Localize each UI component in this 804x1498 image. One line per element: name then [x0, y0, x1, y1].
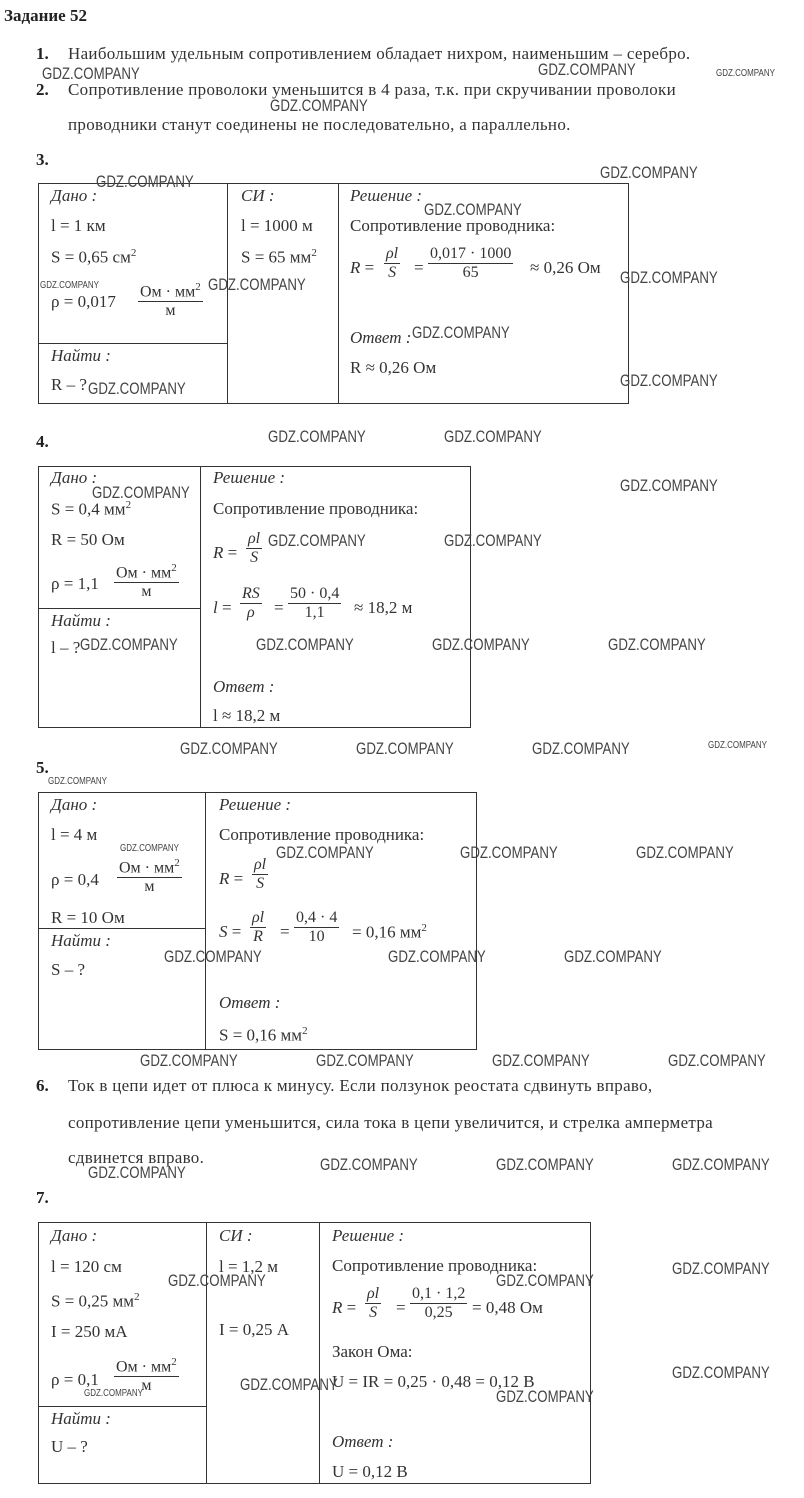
watermark: GDZ.COMPANY: [424, 200, 522, 219]
watermark: GDZ.COMPANY: [620, 476, 718, 495]
given-value: I = 250 мА: [51, 1322, 128, 1341]
formula-fraction: $\frac{\rho l}{S}$: [367, 1285, 380, 1321]
watermark: GDZ.COMPANY: [444, 427, 542, 446]
watermark: GDZ.COMPANY: [620, 268, 718, 287]
watermark: GDZ.COMPANY: [208, 275, 306, 294]
unit-fraction: Ом · $мм^2$ м: [119, 857, 180, 896]
unit-fraction: Ом · $мм^2$ м: [116, 1356, 177, 1395]
item-text: сопротивление цепи уменьшится, сила тока в цепи увеличится, и стрелка амперметра: [68, 1113, 713, 1132]
si-label: СИ :: [241, 186, 275, 205]
solution-label: Решение :: [332, 1226, 405, 1245]
given-value: S = 0,4 $мм^2$: [51, 499, 132, 519]
solution-label: Решение :: [219, 795, 292, 814]
watermark: GDZ.COMPANY: [432, 635, 530, 654]
unit-fraction: Ом · $мм^2$ м: [140, 281, 201, 320]
item-text: Сопротивление проволоки уменьшится в 4 раза, т.к. при скручивании проволоки: [68, 80, 676, 99]
formula-result: ≈ 0,26 Ом: [530, 258, 601, 277]
watermark: GDZ.COMPANY: [672, 1259, 770, 1278]
formula: l =: [213, 598, 232, 617]
watermark: GDZ.COMPANY: [96, 172, 194, 191]
answer-label: Ответ :: [213, 677, 275, 696]
find-label: Найти :: [51, 1409, 111, 1428]
watermark: GDZ.COMPANY: [538, 60, 636, 79]
watermark: GDZ.COMPANY: [716, 68, 775, 79]
given-value: ρ = 0,017: [51, 292, 116, 311]
answer-value: l ≈ 18,2 м: [213, 706, 281, 725]
watermark: GDZ.COMPANY: [496, 1271, 594, 1290]
formula-result: ≈ 18,2 м: [354, 598, 413, 617]
formula: R =: [332, 1298, 357, 1317]
watermark: GDZ.COMPANY: [84, 1388, 143, 1399]
watermark: GDZ.COMPANY: [320, 1155, 418, 1174]
watermark: GDZ.COMPANY: [88, 1163, 186, 1182]
watermark: GDZ.COMPANY: [388, 947, 486, 966]
item-text: Наибольшим удельным сопротивлением обладает нихром, наименьшим – серебро.: [68, 44, 691, 63]
si-value: I = 0,25 А: [219, 1320, 290, 1339]
solution-text: Сопротивление проводника:: [219, 825, 425, 844]
given-value: S = 0,65 $см^2$: [51, 247, 137, 267]
formula-fraction: $\frac{0,4 \cdot 4}{10}$: [296, 909, 338, 945]
formula: R =: [350, 258, 375, 277]
watermark: GDZ.COMPANY: [460, 843, 558, 862]
watermark: GDZ.COMPANY: [600, 163, 698, 182]
formula-result: = 0,48 Ом: [472, 1298, 543, 1317]
find-value: R – ?: [51, 375, 87, 394]
given-label: Дано :: [51, 186, 98, 205]
watermark: GDZ.COMPANY: [444, 531, 542, 550]
watermark: GDZ.COMPANY: [276, 843, 374, 862]
watermark: GDZ.COMPANY: [270, 96, 368, 115]
given-value: l = 4 м: [51, 825, 98, 844]
watermark: GDZ.COMPANY: [240, 1375, 338, 1394]
watermark: GDZ.COMPANY: [40, 280, 99, 291]
solution-label: Решение :: [213, 468, 286, 487]
formula: U = IR = 0,25 · 0,48 = 0,12 В: [332, 1372, 535, 1391]
item-number: 1.: [36, 44, 49, 63]
watermark: GDZ.COMPANY: [496, 1387, 594, 1406]
watermark: GDZ.COMPANY: [120, 843, 179, 854]
answer-value: R ≈ 0,26 Ом: [350, 358, 437, 377]
given-value: l = 120 см: [51, 1257, 122, 1276]
formula-fraction: $\frac{\rho l}{S}$: [254, 856, 267, 892]
formula: S =: [219, 922, 242, 941]
find-label: Найти :: [51, 346, 111, 365]
given-value: S = 0,25 $мм^2$: [51, 1291, 140, 1311]
watermark: GDZ.COMPANY: [668, 1051, 766, 1070]
page-title: Задание 52: [4, 6, 87, 25]
answer-value: U = 0,12 В: [332, 1462, 408, 1481]
watermark: GDZ.COMPANY: [164, 947, 262, 966]
si-label: СИ :: [219, 1226, 253, 1245]
unit-fraction: Ом · $мм^2$ м: [116, 562, 177, 601]
item-number: 3.: [36, 150, 49, 169]
given-value: R = 10 Ом: [51, 908, 125, 927]
answer-label: Ответ :: [350, 328, 412, 347]
watermark: GDZ.COMPANY: [356, 739, 454, 758]
watermark: GDZ.COMPANY: [708, 740, 767, 751]
watermark: GDZ.COMPANY: [88, 379, 186, 398]
si-value: S = 65 $мм^2$: [241, 247, 317, 267]
find-value: l – ?: [51, 638, 81, 657]
watermark: GDZ.COMPANY: [672, 1363, 770, 1382]
item-number: 4.: [36, 432, 49, 451]
solution-text: Сопротивление проводника:: [350, 216, 556, 235]
watermark: GDZ.COMPANY: [140, 1051, 238, 1070]
watermark: GDZ.COMPANY: [92, 483, 190, 502]
solution-label: Решение :: [350, 186, 423, 205]
watermark: GDZ.COMPANY: [636, 843, 734, 862]
given-value: R = 50 Ом: [51, 530, 125, 549]
find-value: U – ?: [51, 1437, 88, 1456]
solution-text: Закон Ома:: [332, 1342, 413, 1361]
solution-text: Сопротивление проводника:: [213, 499, 419, 518]
item-text: сдвинется вправо.: [68, 1148, 205, 1167]
item-number: 2.: [36, 80, 49, 99]
watermark: GDZ.COMPANY: [268, 531, 366, 550]
given-value: ρ = 0,1: [51, 1370, 99, 1389]
item-text: Ток в цепи идет от плюса к минусу. Если ползунок реостата сдвинуть вправо,: [68, 1076, 653, 1095]
si-value: l = 1,2 м: [219, 1257, 279, 1276]
answer-label: Ответ :: [219, 993, 281, 1012]
formula-fraction: $\frac{0,1 \cdot 1,2}{0,25}$: [412, 1285, 466, 1321]
item-number: 5.: [36, 758, 49, 777]
item-text: проводники станут соединены не последовательно, а параллельно.: [68, 115, 571, 134]
watermark: GDZ.COMPANY: [316, 1051, 414, 1070]
watermark: GDZ.COMPANY: [256, 635, 354, 654]
watermark: GDZ.COMPANY: [180, 739, 278, 758]
si-value: l = 1000 м: [241, 216, 313, 235]
given-label: Дано :: [51, 468, 98, 487]
formula-result: = 0,16 $мм^2$: [352, 922, 427, 942]
formula: R =: [219, 869, 244, 888]
watermark: GDZ.COMPANY: [80, 635, 178, 654]
formula-fraction: $\frac{50 \cdot 0,4}{1,1}$: [290, 585, 340, 621]
watermark: GDZ.COMPANY: [564, 947, 662, 966]
formula-fraction: $\frac{\rho l}{S}$: [386, 245, 399, 281]
watermark: GDZ.COMPANY: [168, 1271, 266, 1290]
watermark: GDZ.COMPANY: [48, 776, 107, 787]
formula: R =: [213, 543, 238, 562]
given-value: l = 1 км: [51, 216, 106, 235]
item-number: 6.: [36, 1076, 49, 1095]
formula-fraction: $\frac{\rho l}{S}$: [248, 530, 261, 566]
watermark: GDZ.COMPANY: [620, 371, 718, 390]
watermark: GDZ.COMPANY: [672, 1155, 770, 1174]
formula-fraction: $\frac{\rho l}{R}$: [252, 909, 265, 945]
watermark: GDZ.COMPANY: [492, 1051, 590, 1070]
find-label: Найти :: [51, 931, 111, 950]
find-label: Найти :: [51, 611, 111, 630]
answer-label: Ответ :: [332, 1432, 394, 1451]
given-label: Дано :: [51, 795, 98, 814]
formula-fraction: $\frac{0,017 \cdot 1000}{65}$: [430, 245, 512, 281]
formula-fraction: $\frac{RS}{\rho}$: [242, 585, 260, 621]
watermark: GDZ.COMPANY: [412, 323, 510, 342]
given-value: ρ = 1,1: [51, 574, 99, 593]
watermark: GDZ.COMPANY: [608, 635, 706, 654]
solution-text: Сопротивление проводника:: [332, 1256, 538, 1275]
watermark: GDZ.COMPANY: [496, 1155, 594, 1174]
watermark: GDZ.COMPANY: [532, 739, 630, 758]
find-value: S – ?: [51, 960, 85, 979]
answer-value: S = 0,16 $мм^2$: [219, 1025, 308, 1045]
given-label: Дано :: [51, 1226, 98, 1245]
given-value: ρ = 0,4: [51, 870, 99, 889]
item-number: 7.: [36, 1188, 49, 1207]
watermark: GDZ.COMPANY: [268, 427, 366, 446]
watermark: GDZ.COMPANY: [42, 64, 140, 83]
